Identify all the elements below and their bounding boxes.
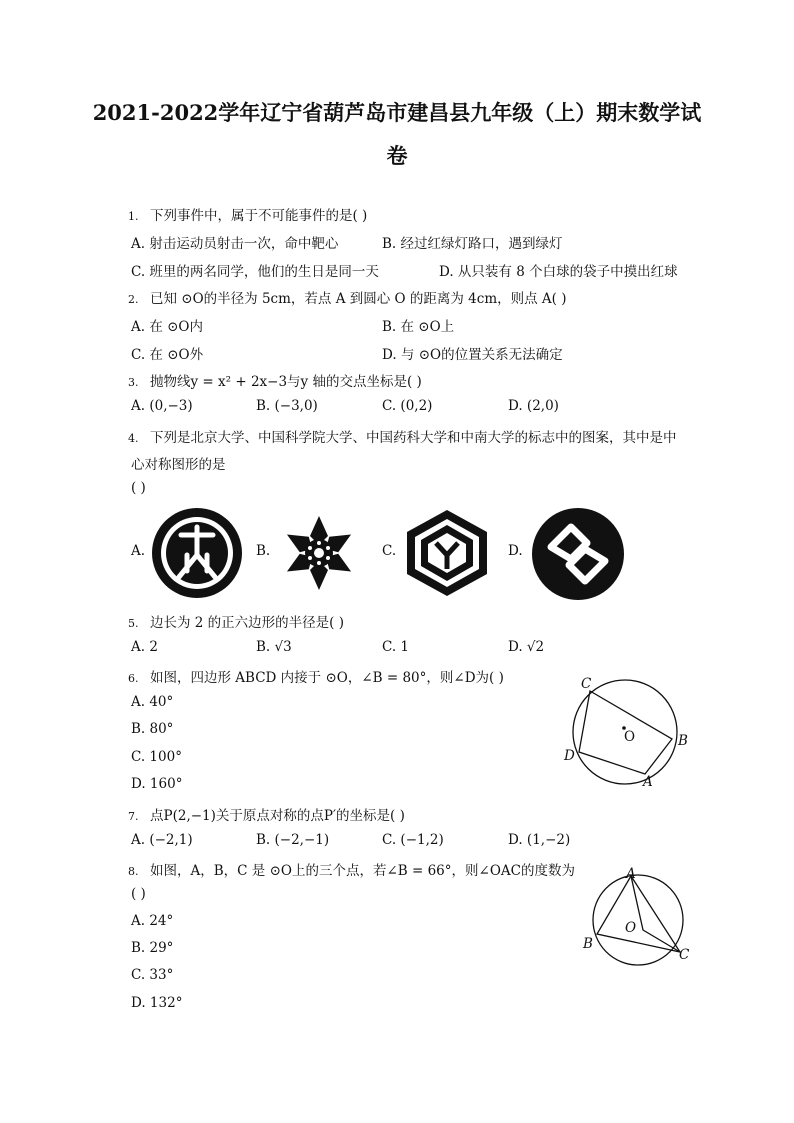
q3-option-b: B. (−3,0) (256, 398, 318, 414)
q6-label-d: D (564, 748, 575, 764)
q8-option-a: A. 24° (131, 913, 174, 929)
q8-option-b: B. 29° (131, 940, 174, 956)
page-title-continued: 卷 (386, 143, 408, 168)
q3-option-d: D. (2,0) (508, 398, 559, 414)
q7-option-a: A. (−2,1) (131, 832, 193, 848)
q1-option-c: C. 班里的两名同学，他们的生日是同一天 (131, 264, 379, 280)
q5-option-d: D. √2 (508, 639, 545, 655)
q2-option-d: D. 与 ⊙O的位置关系无法确定 (382, 347, 563, 363)
q3-option-a: A. (0,−3) (131, 398, 193, 414)
question-4-paren: ( ) (131, 480, 146, 496)
question-stem: 下列是北京大学、中国科学院大学、中国药科大学和中南大学的标志中的图案，其中是中 (150, 430, 677, 446)
q8-label-b: B (583, 936, 593, 952)
question-number: 1. (128, 210, 139, 223)
question-stem: 边长为 2 的正六边形的半径是( ) (150, 615, 344, 631)
question-2 (128, 287, 567, 307)
question-6 (128, 666, 504, 686)
q2-option-a: A. 在 ⊙O内 (131, 319, 204, 335)
question-stem: 已知 ⊙O的半径为 5cm，若点 A 到圆心 O 的距离为 4cm，则点 A( ) (150, 291, 567, 307)
q5-option-b: B. √3 (256, 639, 292, 655)
q8-label-c: C (679, 947, 690, 963)
ucas-emblem-icon (278, 512, 360, 594)
q1-option-b: B. 经过红绿灯路口，遇到绿灯 (382, 236, 563, 252)
q8-option-d: D. 132° (131, 995, 183, 1011)
q8-option-c: C. 33° (131, 967, 174, 983)
q7-option-c: C. (−1,2) (382, 832, 444, 848)
q4-option-d: D. (508, 543, 523, 559)
question-3 (128, 370, 422, 390)
q6-option-b: B. 80° (131, 721, 174, 737)
q5-option-a: A. 2 (131, 639, 158, 655)
q6-label-o: O (624, 729, 636, 745)
question-number: 5. (128, 617, 139, 630)
q6-option-d: D. 160° (131, 776, 183, 792)
question-5 (128, 611, 344, 631)
q6-label-b: B (678, 733, 688, 749)
question-4-stem-cont: 心对称图形的是 (131, 457, 226, 473)
q2-option-c: C. 在 ⊙O外 (131, 347, 204, 363)
q4-option-c: C. (382, 543, 397, 559)
q1-option-a: A. 射击运动员射击一次，命中靶心 (131, 236, 339, 252)
q8-label-a: A (626, 866, 636, 882)
q2-option-b: B. 在 ⊙O上 (382, 319, 455, 335)
question-number: 3. (128, 376, 139, 389)
q6-label-c: C (581, 676, 592, 692)
q7-option-d: D. (1,−2) (508, 832, 571, 848)
question-stem: 如图，四边形 ABCD 内接于 ⊙O，∠B = 80°，则∠D为( ) (150, 670, 504, 686)
question-stem: 抛物线y = x² + 2x−3与y 轴的交点坐标是( ) (150, 374, 422, 390)
q6-option-c: C. 100° (131, 749, 182, 765)
q1-option-d: D. 从只装有 8 个白球的袋子中摸出红球 (439, 264, 678, 280)
question-number: 2. (128, 293, 139, 306)
q4-option-a: A. (131, 543, 146, 559)
question-number: 4. (128, 432, 139, 445)
question-number: 7. (128, 810, 139, 823)
question-stem: 下列事件中，属于不可能事件的是( ) (150, 208, 368, 224)
question-8-paren: ( ) (131, 886, 146, 902)
q5-option-c: C. 1 (382, 639, 410, 655)
q6-option-a: A. 40° (131, 694, 174, 710)
question-number: 6. (128, 672, 139, 685)
question-stem: 点P(2,−1)关于原点对称的点P′的坐标是( ) (150, 808, 405, 824)
q7-option-b: B. (−2,−1) (256, 832, 330, 848)
csu-emblem-icon (531, 507, 625, 601)
question-7 (128, 804, 405, 824)
page-title: 2021-2022学年辽宁省葫芦岛市建昌县九年级（上）期末数学试 (92, 100, 702, 125)
question-1 (128, 204, 367, 224)
q3-option-c: C. (0,2) (382, 398, 433, 414)
q4-option-b: B. (256, 543, 271, 559)
pku-emblem-icon (151, 507, 243, 599)
q8-label-o: O (625, 920, 637, 936)
question-number: 8. (128, 865, 139, 878)
question-8 (128, 859, 575, 879)
cpu-emblem-icon (402, 507, 492, 599)
question-4 (128, 426, 677, 446)
question-stem: 如图，A，B，C 是 ⊙O上的三个点，若∠B = 66°，则∠OAC的度数为 (150, 863, 575, 879)
q6-label-a: A (643, 774, 653, 790)
